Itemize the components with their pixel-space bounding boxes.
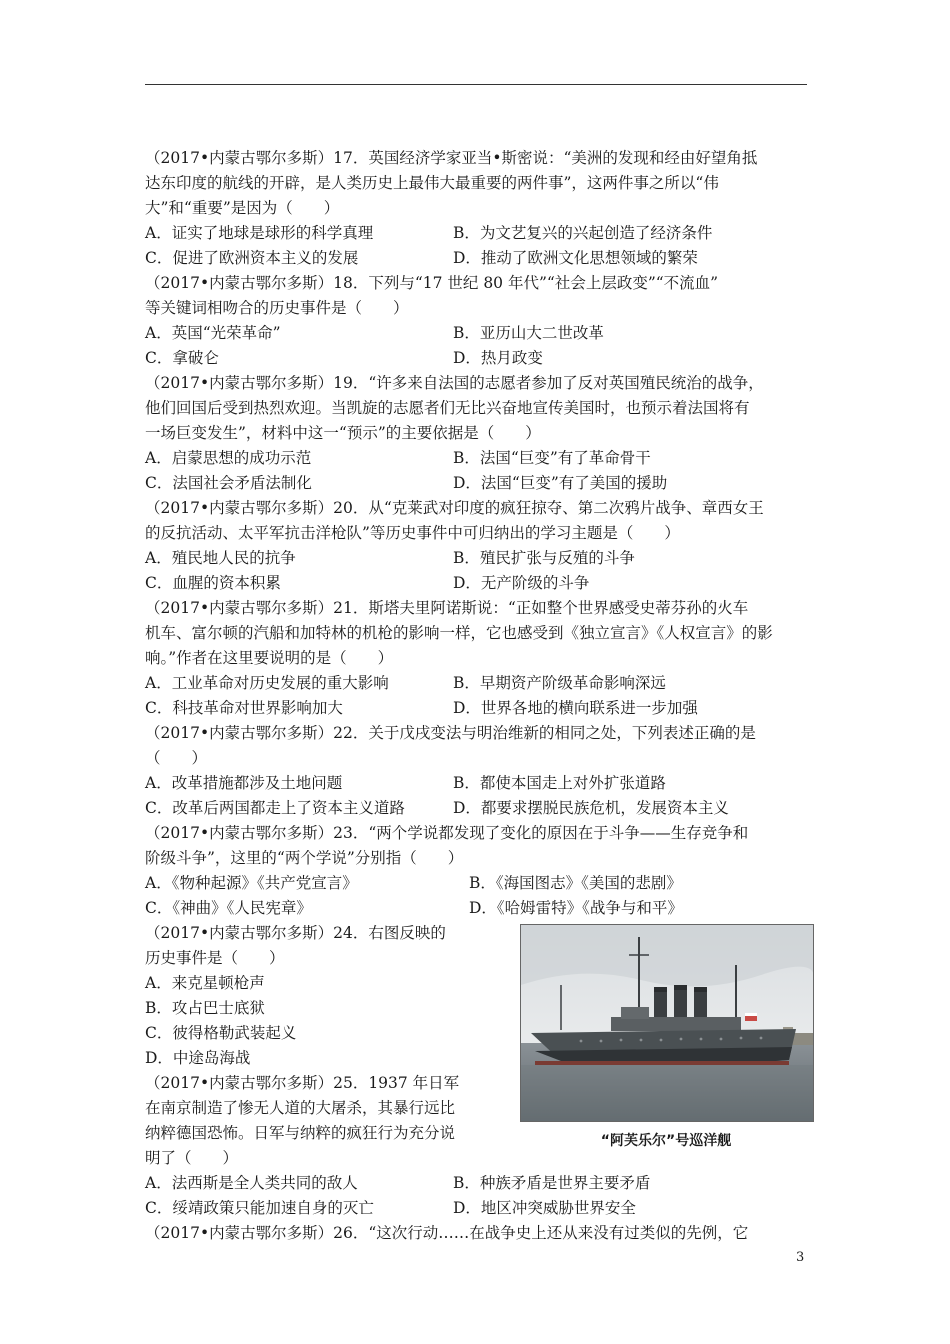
option-d: D．地区冲突威胁世界安全 [453, 1199, 636, 1217]
option-c: C．法国社会矛盾法制化 [145, 474, 312, 492]
question-26 [145, 1221, 810, 1246]
question-stem: （ ） [145, 749, 208, 767]
question-stem: （2017•内蒙古鄂尔多斯）22．关于戊戌变法与明治维新的相同之处，下列表述正确的是 [145, 724, 756, 742]
option-d: D．法国“巨变”有了美国的援助 [453, 474, 668, 492]
page-number: 3 [796, 1250, 805, 1265]
question-stem: 纳粹德国恐怖。日军与纳粹的疯狂行为充分说 [145, 1124, 456, 1142]
question-19 [145, 371, 810, 496]
question-stem: （2017•内蒙古鄂尔多斯）24．右图反映的 [145, 924, 446, 942]
option-b: B．殖民扩张与反殖的斗争 [453, 549, 635, 567]
question-18 [145, 271, 810, 371]
option-c: C．《神曲》《人民宪章》 [145, 899, 312, 917]
question-20 [145, 496, 810, 596]
option-a: A．启蒙思想的成功示范 [145, 449, 312, 467]
option-b: B．都使本国走上对外扩张道路 [453, 774, 666, 792]
question-stem: 达东印度的航线的开辟，是人类历史上最伟大最重要的两件事”，这两件事之所以“伟 [145, 174, 719, 192]
question-stem: 响。”作者在这里要说明的是（ ） [145, 649, 394, 667]
option-a: A．法西斯是全人类共同的敌人 [145, 1174, 358, 1192]
question-stem: 等关键词相吻合的历史事件是（ ） [145, 299, 409, 317]
question-22 [145, 721, 810, 821]
question-17 [145, 146, 810, 271]
option-a: A．来克星顿枪声 [145, 974, 265, 992]
question-stem: （2017•内蒙古鄂尔多斯）26．“这次行动……在战争史上还从来没有过类似的先例，它 [145, 1224, 749, 1242]
option-c: C．科技革命对世界影响加大 [145, 699, 343, 717]
question-stem: （2017•内蒙古鄂尔多斯）23．“两个学说都发现了变化的原因在于斗争——生存竞争和 [145, 824, 749, 842]
option-b: B．《海国图志》《美国的悲剧》 [469, 874, 682, 892]
header-rule [145, 84, 807, 85]
figure-caption: “阿芙乐尔”号巡洋舰 [600, 1133, 732, 1149]
question-stem: （2017•内蒙古鄂尔多斯）18．下列与“17 世纪 80 年代”“社会上层政变”“不流血” [145, 274, 719, 292]
question-stem: 在南京制造了惨无人道的大屠杀，其暴行远比 [145, 1099, 456, 1117]
question-stem: （2017•内蒙古鄂尔多斯）19．“许多来自法国的志愿者参加了反对英国殖民统治的战争， [145, 374, 764, 392]
option-c: C．改革后两国都走上了资本主义道路 [145, 799, 405, 817]
question-stem: （2017•内蒙古鄂尔多斯）17．英国经济学家亚当•斯密说：“美洲的发现和经由好望角抵 [145, 149, 758, 167]
option-c: C．拿破仑 [145, 349, 219, 367]
question-stem: 他们回国后受到热烈欢迎。当凯旋的志愿者们无比兴奋地宣传美国时，也预示着法国将有 [145, 399, 750, 417]
question-stem: 历史事件是（ ） [145, 949, 285, 967]
option-c: C．彼得格勒武装起义 [145, 1024, 297, 1042]
option-b: B．种族矛盾是世界主要矛盾 [453, 1174, 651, 1192]
cruiser-figure [520, 924, 812, 1150]
cruiser-photo [520, 924, 814, 1122]
option-c: C．绥靖政策只能加速自身的灭亡 [145, 1199, 374, 1217]
option-d: D．都要求摆脱民族危机，发展资本主义 [453, 799, 729, 817]
question-stem: （2017•内蒙古鄂尔多斯）25．1937 年日军 [145, 1074, 460, 1092]
option-d: D．《哈姆雷特》《战争与和平》 [469, 899, 683, 917]
option-d: D．世界各地的横向联系进一步加强 [453, 699, 698, 717]
option-d: D．中途岛海战 [145, 1049, 251, 1067]
question-stem: 一场巨变发生”，材料中这一“预示”的主要依据是（ ） [145, 424, 541, 442]
option-c: C．促进了欧洲资本主义的发展 [145, 249, 359, 267]
question-21 [145, 596, 810, 721]
option-a: A．改革措施都涉及土地问题 [145, 774, 343, 792]
option-d: D．推动了欧洲文化思想领域的繁荣 [453, 249, 698, 267]
question-stem: 机车、富尔顿的汽船和加特林的机枪的影响一样，它也感受到《独立宣言》《人权宣言》的影 [145, 624, 773, 642]
option-a: A．证实了地球是球形的科学真理 [145, 224, 374, 242]
question-stem: 明了（ ） [145, 1149, 239, 1167]
option-a: A．工业革命对历史发展的重大影响 [145, 674, 389, 692]
option-a: A．殖民地人民的抗争 [145, 549, 296, 567]
question-stem: 阶级斗争”，这里的“两个学说”分别指（ ） [145, 849, 464, 867]
option-a: A．英国“光荣革命” [145, 324, 281, 342]
question-stem: （2017•内蒙古鄂尔多斯）20．从“克莱武对印度的疯狂掠夺、第二次鸦片战争、章西女王 [145, 499, 764, 517]
option-b: B．亚历山大二世改革 [453, 324, 604, 342]
question-23 [145, 821, 810, 921]
option-b: B．为文艺复兴的兴起创造了经济条件 [453, 224, 713, 242]
question-24-25-block [145, 921, 810, 1221]
question-list [145, 146, 810, 1246]
question-stem: （2017•内蒙古鄂尔多斯）21．斯塔夫里阿诺斯说：“正如整个世界感受史蒂芬孙的火车 [145, 599, 749, 617]
option-b: B．早期资产阶级革命影响深远 [453, 674, 666, 692]
option-b: B．攻占巴士底狱 [145, 999, 265, 1017]
option-c: C．血腥的资本积累 [145, 574, 281, 592]
question-stem: 的反抗活动、太平军抗击洋枪队”等历史事件中可归纳出的学习主题是（ ） [145, 524, 680, 542]
option-b: B．法国“巨变”有了革命骨干 [453, 449, 651, 467]
question-stem: 大”和“重要”是因为（ ） [145, 199, 340, 217]
option-d: D．无产阶级的斗争 [453, 574, 590, 592]
option-d: D．热月政变 [453, 349, 543, 367]
option-a: A．《物种起源》《共产党宣言》 [145, 874, 358, 892]
